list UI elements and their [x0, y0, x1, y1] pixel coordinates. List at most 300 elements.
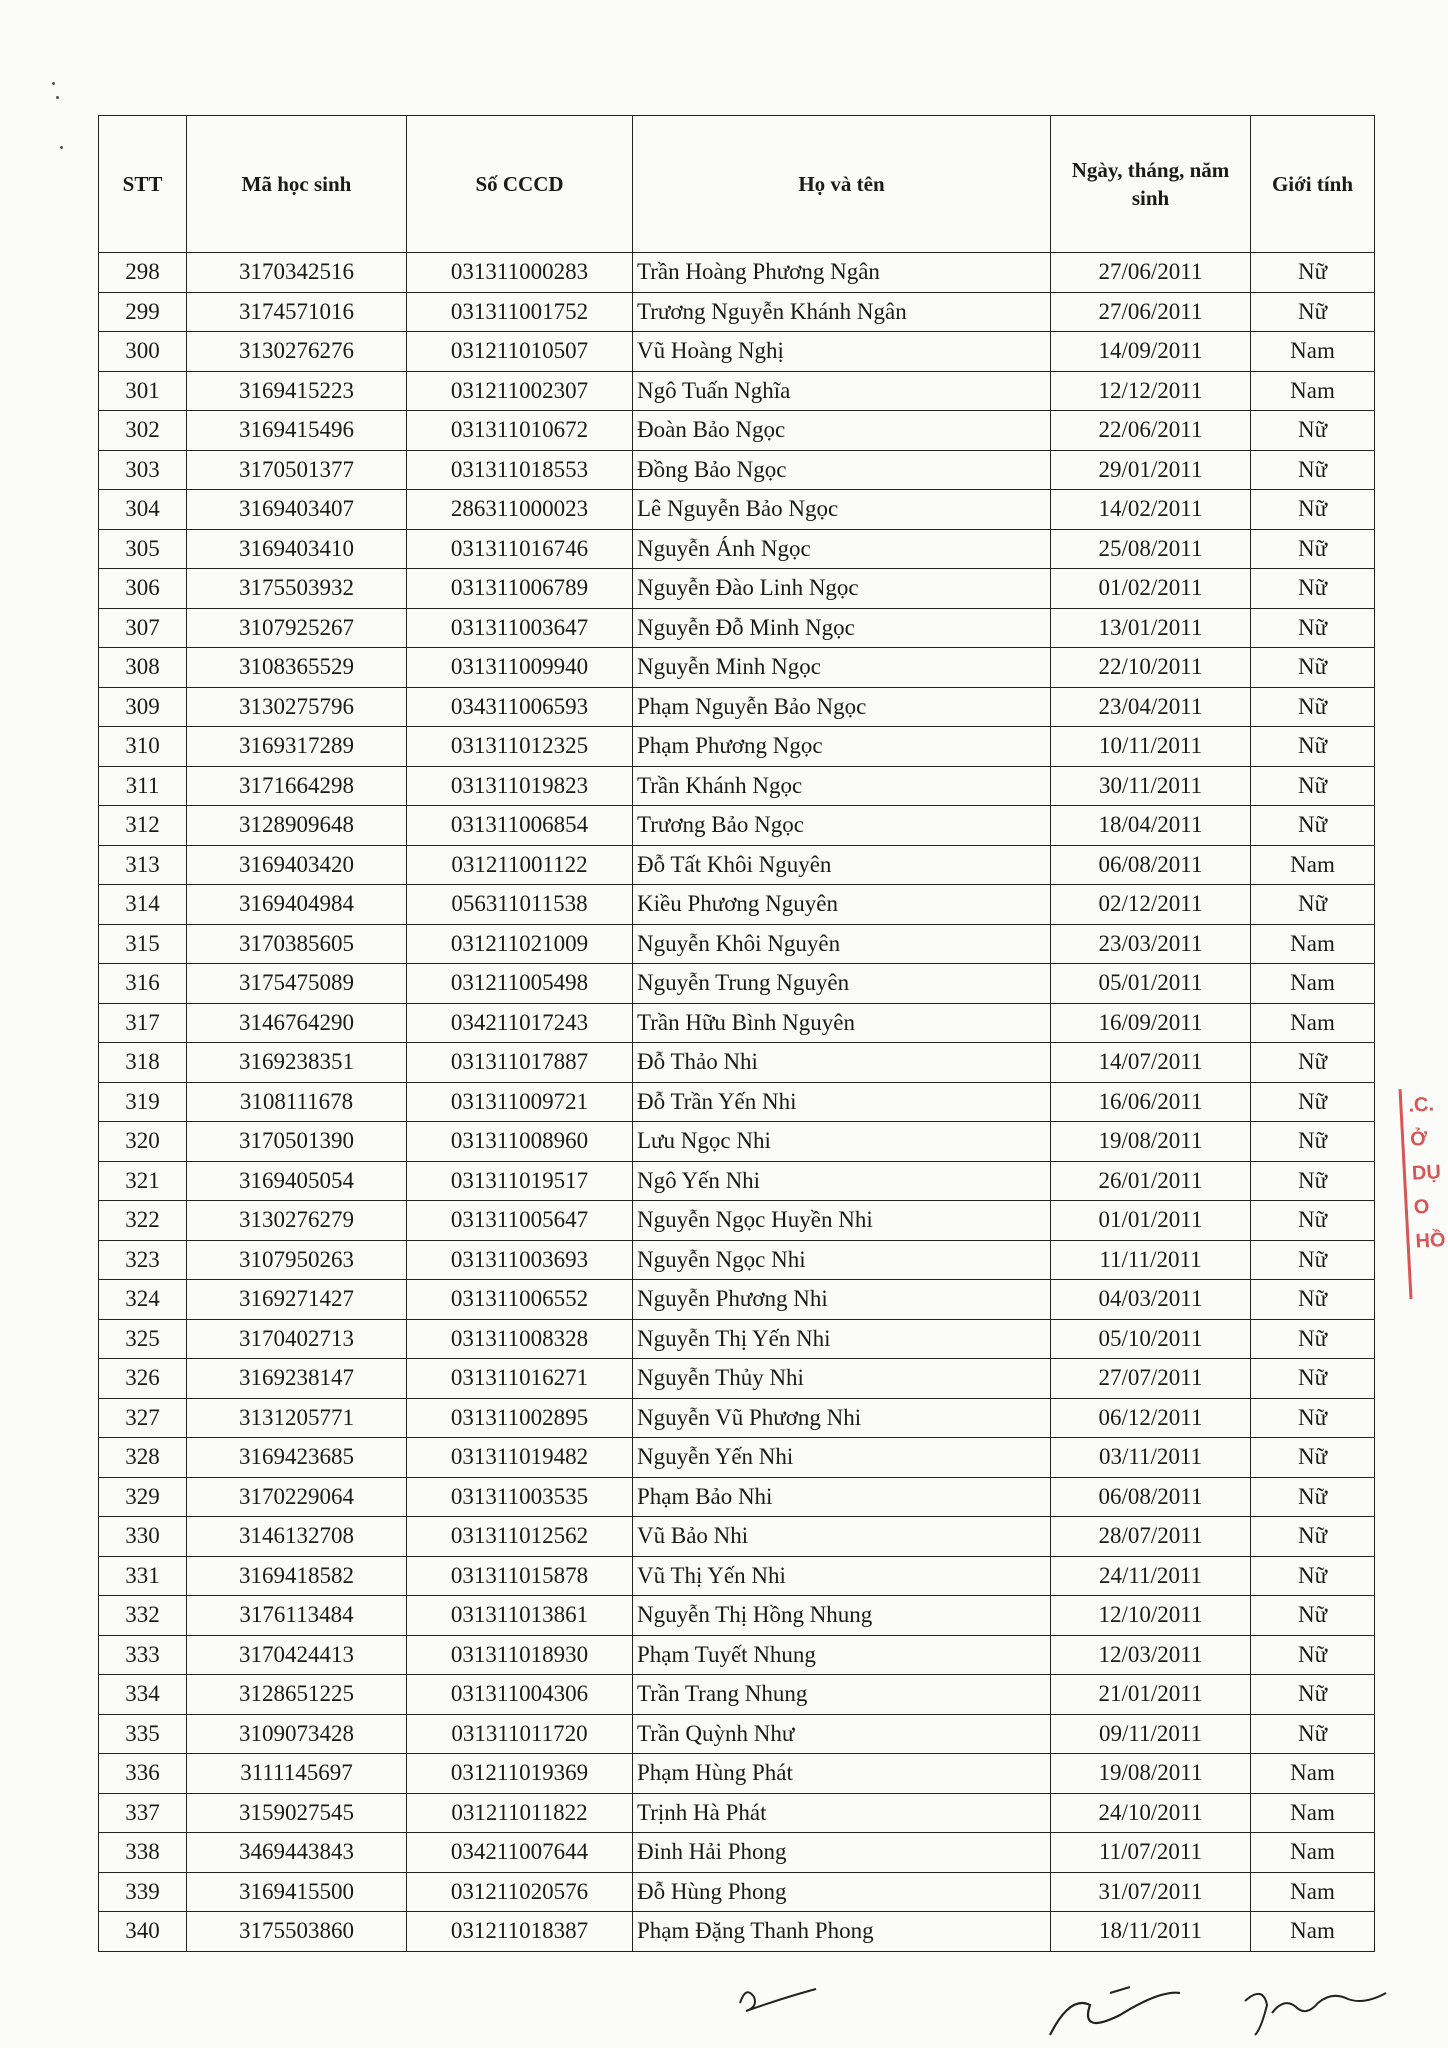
cell-stt: 314	[99, 885, 187, 925]
cell-stt: 339	[99, 1872, 187, 1912]
table-row	[99, 964, 1375, 1004]
cell-stt: 306	[99, 569, 187, 609]
cell-citizen-id: 031311000283	[407, 253, 633, 293]
cell-full-name: Nguyễn Thị Yến Nhi	[633, 1319, 1051, 1359]
cell-citizen-id: 031311017887	[407, 1043, 633, 1083]
cell-citizen-id: 031311016746	[407, 529, 633, 569]
cell-student-id: 3169405054	[187, 1161, 407, 1201]
cell-date-of-birth: 01/02/2011	[1051, 569, 1251, 609]
cell-student-id: 3169418582	[187, 1556, 407, 1596]
cell-date-of-birth: 26/01/2011	[1051, 1161, 1251, 1201]
cell-citizen-id: 031311012325	[407, 727, 633, 767]
cell-gender: Nữ	[1251, 608, 1375, 648]
cell-stt: 338	[99, 1833, 187, 1873]
cell-full-name: Lưu Ngọc Nhi	[633, 1122, 1051, 1162]
cell-stt: 336	[99, 1754, 187, 1794]
cell-stt: 324	[99, 1280, 187, 1320]
table-body	[99, 253, 1375, 1952]
cell-student-id: 3169403410	[187, 529, 407, 569]
cell-date-of-birth: 11/07/2011	[1051, 1833, 1251, 1873]
table-row	[99, 1319, 1375, 1359]
cell-full-name: Nguyễn Ngọc Huyền Nhi	[633, 1201, 1051, 1241]
red-stamp-fragment	[1399, 1087, 1448, 1299]
cell-citizen-id: 031311006552	[407, 1280, 633, 1320]
table-row	[99, 806, 1375, 846]
cell-stt: 335	[99, 1714, 187, 1754]
stamp-text: HỒ	[1414, 1229, 1447, 1253]
cell-student-id: 3131205771	[187, 1398, 407, 1438]
table-row	[99, 687, 1375, 727]
cell-gender: Nữ	[1251, 806, 1375, 846]
table-row	[99, 1793, 1375, 1833]
cell-full-name: Đỗ Hùng Phong	[633, 1872, 1051, 1912]
cell-gender: Nữ	[1251, 727, 1375, 767]
cell-gender: Nam	[1251, 371, 1375, 411]
cell-gender: Nam	[1251, 924, 1375, 964]
table-row	[99, 411, 1375, 451]
cell-stt: 302	[99, 411, 187, 451]
cell-student-id: 3170229064	[187, 1477, 407, 1517]
cell-full-name: Trần Khánh Ngọc	[633, 766, 1051, 806]
cell-student-id: 3169403407	[187, 490, 407, 530]
header-student-id: Mã học sinh	[187, 116, 407, 253]
cell-gender: Nữ	[1251, 1675, 1375, 1715]
cell-stt: 333	[99, 1635, 187, 1675]
signature-initial	[740, 1989, 816, 2011]
cell-student-id: 3171664298	[187, 766, 407, 806]
cell-stt: 307	[99, 608, 187, 648]
cell-date-of-birth: 28/07/2011	[1051, 1517, 1251, 1557]
cell-stt: 320	[99, 1122, 187, 1162]
cell-date-of-birth: 03/11/2011	[1051, 1438, 1251, 1478]
cell-full-name: Trần Hữu Bình Nguyên	[633, 1003, 1051, 1043]
cell-student-id: 3175475089	[187, 964, 407, 1004]
cell-student-id: 3108111678	[187, 1082, 407, 1122]
cell-full-name: Phạm Hùng Phát	[633, 1754, 1051, 1794]
cell-student-id: 3108365529	[187, 648, 407, 688]
cell-citizen-id: 031311004306	[407, 1675, 633, 1715]
cell-citizen-id: 031211019369	[407, 1754, 633, 1794]
cell-citizen-id: 031211021009	[407, 924, 633, 964]
cell-full-name: Phạm Phương Ngọc	[633, 727, 1051, 767]
cell-gender: Nữ	[1251, 411, 1375, 451]
cell-date-of-birth: 02/12/2011	[1051, 885, 1251, 925]
cell-student-id: 3111145697	[187, 1754, 407, 1794]
cell-date-of-birth: 24/10/2011	[1051, 1793, 1251, 1833]
cell-gender: Nữ	[1251, 1082, 1375, 1122]
cell-stt: 332	[99, 1596, 187, 1636]
cell-student-id: 3107950263	[187, 1240, 407, 1280]
cell-full-name: Vũ Hoàng Nghị	[633, 332, 1051, 372]
cell-gender: Nam	[1251, 1754, 1375, 1794]
table-row	[99, 766, 1375, 806]
cell-date-of-birth: 19/08/2011	[1051, 1754, 1251, 1794]
cell-stt: 317	[99, 1003, 187, 1043]
cell-stt: 310	[99, 727, 187, 767]
cell-citizen-id: 031311003693	[407, 1240, 633, 1280]
cell-stt: 328	[99, 1438, 187, 1478]
cell-citizen-id: 031311008328	[407, 1319, 633, 1359]
cell-date-of-birth: 30/11/2011	[1051, 766, 1251, 806]
cell-date-of-birth: 18/11/2011	[1051, 1912, 1251, 1952]
table-row	[99, 1359, 1375, 1399]
cell-student-id: 3170501390	[187, 1122, 407, 1162]
cell-date-of-birth: 21/01/2011	[1051, 1675, 1251, 1715]
cell-student-id: 3176113484	[187, 1596, 407, 1636]
cell-full-name: Trương Nguyễn Khánh Ngân	[633, 292, 1051, 332]
table-row	[99, 1517, 1375, 1557]
cell-full-name: Nguyễn Minh Ngọc	[633, 648, 1051, 688]
cell-gender: Nam	[1251, 332, 1375, 372]
cell-citizen-id: 031311005647	[407, 1201, 633, 1241]
header-gender: Giới tính	[1251, 116, 1375, 253]
cell-gender: Nữ	[1251, 1280, 1375, 1320]
cell-citizen-id: 031311012562	[407, 1517, 633, 1557]
cell-gender: Nam	[1251, 1003, 1375, 1043]
table-row	[99, 1912, 1375, 1952]
table-row	[99, 569, 1375, 609]
cell-citizen-id: 286311000023	[407, 490, 633, 530]
cell-stt: 326	[99, 1359, 187, 1399]
header-full-name: Họ và tên	[633, 116, 1051, 253]
table-row	[99, 253, 1375, 293]
cell-gender: Nữ	[1251, 687, 1375, 727]
cell-student-id: 3169415223	[187, 371, 407, 411]
cell-student-id: 3169415496	[187, 411, 407, 451]
table-row	[99, 292, 1375, 332]
cell-gender: Nữ	[1251, 1359, 1375, 1399]
cell-full-name: Ngô Yến Nhi	[633, 1161, 1051, 1201]
cell-citizen-id: 031311019482	[407, 1438, 633, 1478]
table-row	[99, 1201, 1375, 1241]
cell-date-of-birth: 29/01/2011	[1051, 450, 1251, 490]
table-row	[99, 1556, 1375, 1596]
cell-citizen-id: 031311008960	[407, 1122, 633, 1162]
cell-gender: Nữ	[1251, 253, 1375, 293]
cell-full-name: Trần Trang Nhung	[633, 1675, 1051, 1715]
cell-citizen-id: 031311003535	[407, 1477, 633, 1517]
cell-full-name: Lê Nguyễn Bảo Ngọc	[633, 490, 1051, 530]
cell-full-name: Nguyễn Ánh Ngọc	[633, 529, 1051, 569]
table-row	[99, 608, 1375, 648]
cell-citizen-id: 031311009940	[407, 648, 633, 688]
cell-stt: 316	[99, 964, 187, 1004]
table-row	[99, 1082, 1375, 1122]
cell-full-name: Kiều Phương Nguyên	[633, 885, 1051, 925]
cell-student-id: 3107925267	[187, 608, 407, 648]
cell-stt: 322	[99, 1201, 187, 1241]
cell-full-name: Phạm Đặng Thanh Phong	[633, 1912, 1051, 1952]
cell-date-of-birth: 25/08/2011	[1051, 529, 1251, 569]
cell-date-of-birth: 27/06/2011	[1051, 253, 1251, 293]
handwritten-signatures	[0, 1965, 1448, 2045]
cell-date-of-birth: 18/04/2011	[1051, 806, 1251, 846]
cell-citizen-id: 031311019517	[407, 1161, 633, 1201]
cell-full-name: Đỗ Tất Khôi Nguyên	[633, 845, 1051, 885]
table-row	[99, 727, 1375, 767]
cell-student-id: 3169317289	[187, 727, 407, 767]
cell-date-of-birth: 24/11/2011	[1051, 1556, 1251, 1596]
table-row	[99, 1635, 1375, 1675]
cell-stt: 303	[99, 450, 187, 490]
cell-citizen-id: 031311009721	[407, 1082, 633, 1122]
cell-date-of-birth: 27/07/2011	[1051, 1359, 1251, 1399]
cell-gender: Nữ	[1251, 1517, 1375, 1557]
cell-citizen-id: 056311011538	[407, 885, 633, 925]
cell-date-of-birth: 06/08/2011	[1051, 845, 1251, 885]
cell-date-of-birth: 05/10/2011	[1051, 1319, 1251, 1359]
cell-gender: Nữ	[1251, 450, 1375, 490]
cell-gender: Nữ	[1251, 766, 1375, 806]
cell-gender: Nữ	[1251, 1635, 1375, 1675]
table-row	[99, 529, 1375, 569]
cell-full-name: Trần Quỳnh Như	[633, 1714, 1051, 1754]
cell-date-of-birth: 09/11/2011	[1051, 1714, 1251, 1754]
cell-citizen-id: 031311015878	[407, 1556, 633, 1596]
cell-student-id: 3170385605	[187, 924, 407, 964]
cell-gender: Nữ	[1251, 1201, 1375, 1241]
cell-student-id: 3170501377	[187, 450, 407, 490]
cell-gender: Nữ	[1251, 529, 1375, 569]
cell-full-name: Nguyễn Yến Nhi	[633, 1438, 1051, 1478]
table-row	[99, 332, 1375, 372]
cell-date-of-birth: 27/06/2011	[1051, 292, 1251, 332]
cell-gender: Nữ	[1251, 1714, 1375, 1754]
cell-stt: 311	[99, 766, 187, 806]
header-date-of-birth: Ngày, tháng, năm sinh	[1051, 116, 1251, 253]
cell-student-id: 3170402713	[187, 1319, 407, 1359]
cell-full-name: Vũ Thị Yến Nhi	[633, 1556, 1051, 1596]
cell-full-name: Đồng Bảo Ngọc	[633, 450, 1051, 490]
cell-student-id: 3169415500	[187, 1872, 407, 1912]
cell-stt: 329	[99, 1477, 187, 1517]
cell-citizen-id: 031211018387	[407, 1912, 633, 1952]
cell-full-name: Nguyễn Thủy Nhi	[633, 1359, 1051, 1399]
cell-date-of-birth: 11/11/2011	[1051, 1240, 1251, 1280]
scan-speck	[52, 82, 55, 85]
cell-full-name: Nguyễn Đỗ Minh Ngọc	[633, 608, 1051, 648]
cell-citizen-id: 034311006593	[407, 687, 633, 727]
scan-speck	[56, 96, 59, 99]
cell-student-id: 3146132708	[187, 1517, 407, 1557]
cell-gender: Nữ	[1251, 569, 1375, 609]
table-row	[99, 450, 1375, 490]
cell-gender: Nam	[1251, 1912, 1375, 1952]
table-row	[99, 1833, 1375, 1873]
table-row	[99, 1754, 1375, 1794]
cell-gender: Nữ	[1251, 1438, 1375, 1478]
cell-student-id: 3170424413	[187, 1635, 407, 1675]
cell-stt: 305	[99, 529, 187, 569]
cell-stt: 321	[99, 1161, 187, 1201]
cell-date-of-birth: 22/06/2011	[1051, 411, 1251, 451]
cell-gender: Nữ	[1251, 648, 1375, 688]
cell-stt: 300	[99, 332, 187, 372]
cell-full-name: Trần Hoàng Phương Ngân	[633, 253, 1051, 293]
cell-full-name: Phạm Tuyết Nhung	[633, 1635, 1051, 1675]
cell-stt: 312	[99, 806, 187, 846]
cell-gender: Nam	[1251, 1833, 1375, 1873]
cell-citizen-id: 031311001752	[407, 292, 633, 332]
cell-citizen-id: 034211007644	[407, 1833, 633, 1873]
cell-stt: 330	[99, 1517, 187, 1557]
cell-gender: Nữ	[1251, 1043, 1375, 1083]
table-row	[99, 648, 1375, 688]
cell-date-of-birth: 16/06/2011	[1051, 1082, 1251, 1122]
header-citizen-id: Số CCCD	[407, 116, 633, 253]
cell-stt: 315	[99, 924, 187, 964]
cell-stt: 298	[99, 253, 187, 293]
cell-full-name: Phạm Nguyễn Bảo Ngọc	[633, 687, 1051, 727]
cell-citizen-id: 031311019823	[407, 766, 633, 806]
table-row	[99, 1043, 1375, 1083]
cell-date-of-birth: 19/08/2011	[1051, 1122, 1251, 1162]
cell-full-name: Nguyễn Ngọc Nhi	[633, 1240, 1051, 1280]
cell-stt: 319	[99, 1082, 187, 1122]
signature-name	[1245, 1993, 1386, 2035]
cell-citizen-id: 034211017243	[407, 1003, 633, 1043]
cell-gender: Nữ	[1251, 1319, 1375, 1359]
cell-stt: 337	[99, 1793, 187, 1833]
cell-citizen-id: 031211002307	[407, 371, 633, 411]
cell-student-id: 3469443843	[187, 1833, 407, 1873]
cell-date-of-birth: 10/11/2011	[1051, 727, 1251, 767]
cell-student-id: 3169271427	[187, 1280, 407, 1320]
table-row	[99, 885, 1375, 925]
table-row	[99, 1872, 1375, 1912]
table-row	[99, 1161, 1375, 1201]
cell-date-of-birth: 06/12/2011	[1051, 1398, 1251, 1438]
cell-gender: Nữ	[1251, 1240, 1375, 1280]
cell-date-of-birth: 01/01/2011	[1051, 1201, 1251, 1241]
stamp-text: DỤ	[1411, 1161, 1442, 1185]
table-row	[99, 1122, 1375, 1162]
table-row	[99, 1398, 1375, 1438]
cell-citizen-id: 031311006854	[407, 806, 633, 846]
cell-stt: 299	[99, 292, 187, 332]
cell-student-id: 3169423685	[187, 1438, 407, 1478]
cell-student-id: 3175503860	[187, 1912, 407, 1952]
cell-full-name: Đinh Hải Phong	[633, 1833, 1051, 1873]
cell-date-of-birth: 06/08/2011	[1051, 1477, 1251, 1517]
signature-mark	[1050, 1987, 1180, 2035]
cell-date-of-birth: 12/03/2011	[1051, 1635, 1251, 1675]
cell-gender: Nam	[1251, 964, 1375, 1004]
table-row	[99, 1714, 1375, 1754]
cell-student-id: 3174571016	[187, 292, 407, 332]
student-roster-sheet	[98, 115, 1374, 1952]
scan-speck	[60, 146, 63, 149]
table-row	[99, 1280, 1375, 1320]
table-row	[99, 490, 1375, 530]
cell-citizen-id: 031311013861	[407, 1596, 633, 1636]
stamp-text: O	[1413, 1195, 1430, 1219]
cell-date-of-birth: 14/09/2011	[1051, 332, 1251, 372]
cell-date-of-birth: 14/02/2011	[1051, 490, 1251, 530]
header-stt: STT	[99, 116, 187, 253]
cell-citizen-id: 031211020576	[407, 1872, 633, 1912]
cell-citizen-id: 031311003647	[407, 608, 633, 648]
table-row	[99, 1003, 1375, 1043]
cell-citizen-id: 031311018930	[407, 1635, 633, 1675]
cell-gender: Nữ	[1251, 1556, 1375, 1596]
cell-student-id: 3130276276	[187, 332, 407, 372]
cell-date-of-birth: 13/01/2011	[1051, 608, 1251, 648]
table-row	[99, 924, 1375, 964]
table-row	[99, 1438, 1375, 1478]
cell-date-of-birth: 16/09/2011	[1051, 1003, 1251, 1043]
cell-citizen-id: 031211011822	[407, 1793, 633, 1833]
cell-gender: Nam	[1251, 845, 1375, 885]
cell-full-name: Ngô Tuấn Nghĩa	[633, 371, 1051, 411]
cell-student-id: 3170342516	[187, 253, 407, 293]
table-row	[99, 1675, 1375, 1715]
cell-gender: Nữ	[1251, 1398, 1375, 1438]
stamp-text: Ở	[1409, 1127, 1428, 1151]
cell-date-of-birth: 12/10/2011	[1051, 1596, 1251, 1636]
cell-full-name: Nguyễn Đào Linh Ngọc	[633, 569, 1051, 609]
cell-student-id: 3128909648	[187, 806, 407, 846]
cell-gender: Nam	[1251, 1872, 1375, 1912]
cell-student-id: 3169238147	[187, 1359, 407, 1399]
cell-gender: Nữ	[1251, 490, 1375, 530]
cell-student-id: 3169404984	[187, 885, 407, 925]
cell-date-of-birth: 12/12/2011	[1051, 371, 1251, 411]
cell-gender: Nam	[1251, 1793, 1375, 1833]
cell-student-id: 3159027545	[187, 1793, 407, 1833]
cell-stt: 318	[99, 1043, 187, 1083]
cell-student-id: 3109073428	[187, 1714, 407, 1754]
cell-gender: Nữ	[1251, 1477, 1375, 1517]
cell-citizen-id: 031211005498	[407, 964, 633, 1004]
cell-stt: 304	[99, 490, 187, 530]
cell-citizen-id: 031311011720	[407, 1714, 633, 1754]
cell-student-id: 3146764290	[187, 1003, 407, 1043]
cell-citizen-id: 031311006789	[407, 569, 633, 609]
cell-full-name: Trương Bảo Ngọc	[633, 806, 1051, 846]
cell-citizen-id: 031311002895	[407, 1398, 633, 1438]
cell-citizen-id: 031211001122	[407, 845, 633, 885]
cell-student-id: 3175503932	[187, 569, 407, 609]
cell-stt: 340	[99, 1912, 187, 1952]
cell-citizen-id: 031211010507	[407, 332, 633, 372]
cell-student-id: 3130275796	[187, 687, 407, 727]
cell-date-of-birth: 31/07/2011	[1051, 1872, 1251, 1912]
cell-stt: 323	[99, 1240, 187, 1280]
cell-date-of-birth: 04/03/2011	[1051, 1280, 1251, 1320]
table-row	[99, 371, 1375, 411]
cell-gender: Nữ	[1251, 1596, 1375, 1636]
cell-citizen-id: 031311018553	[407, 450, 633, 490]
table-header-row	[99, 116, 1375, 253]
cell-stt: 308	[99, 648, 187, 688]
cell-gender: Nữ	[1251, 1161, 1375, 1201]
cell-full-name: Vũ Bảo Nhi	[633, 1517, 1051, 1557]
cell-student-id: 3128651225	[187, 1675, 407, 1715]
cell-full-name: Đỗ Trần Yến Nhi	[633, 1082, 1051, 1122]
cell-date-of-birth: 14/07/2011	[1051, 1043, 1251, 1083]
cell-student-id: 3169238351	[187, 1043, 407, 1083]
cell-date-of-birth: 22/10/2011	[1051, 648, 1251, 688]
cell-citizen-id: 031311016271	[407, 1359, 633, 1399]
cell-date-of-birth: 23/04/2011	[1051, 687, 1251, 727]
cell-stt: 309	[99, 687, 187, 727]
cell-full-name: Nguyễn Phương Nhi	[633, 1280, 1051, 1320]
table-row	[99, 1477, 1375, 1517]
cell-citizen-id: 031311010672	[407, 411, 633, 451]
cell-date-of-birth: 23/03/2011	[1051, 924, 1251, 964]
cell-stt: 331	[99, 1556, 187, 1596]
